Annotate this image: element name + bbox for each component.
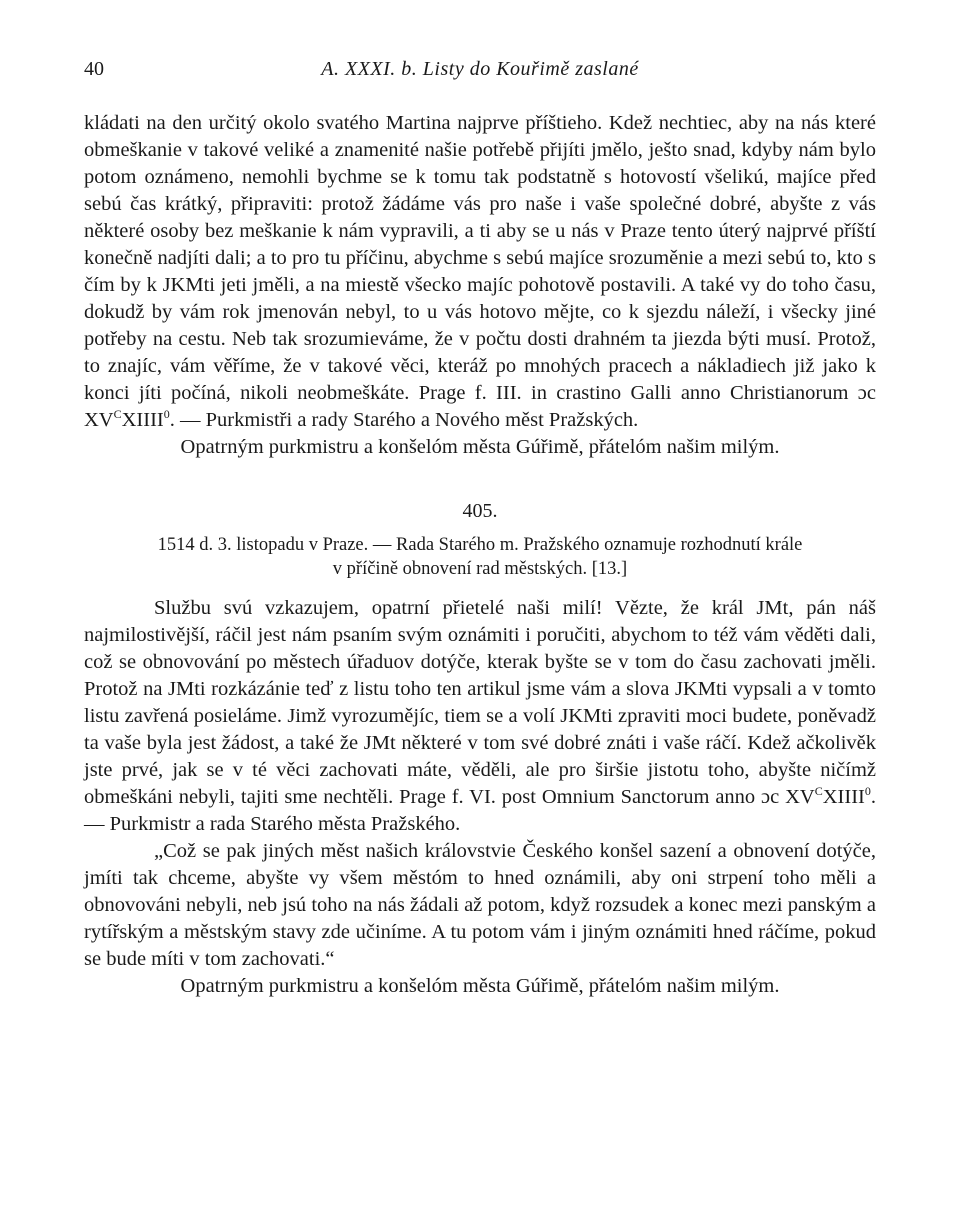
running-title: A. XXXI. b. Listy do Kouřimě zaslané — [321, 58, 639, 80]
running-head — [84, 58, 876, 88]
regest-line: 1514 d. 3. listopadu v Praze. — Rada Starého m. Pražského oznamuje rozhodnutí krále — [157, 535, 803, 555]
date-superscript: C — [814, 784, 823, 799]
quotation-paragraph: „Což se pak jiných měst našich královstvie Českého konšel sazení a obnovení dotýče, jmíti tak chceme, abyšte vy všem městóm to hned oznámili, aby oni strpení toho měli a obnovováni nebyli, neb jsú toho na nás žádali až potom, když rozsudek a konec mezi panským a rytířským a městským stavy zde učiníme. A tu potom vám i jiným oznámiti hned ráčíme, pokud se bude míti v tom zachovati.“ — [84, 840, 876, 970]
letter-paragraph — [84, 595, 876, 838]
letter — [84, 595, 876, 1000]
date-roman: XIIII — [822, 786, 865, 808]
document-number: 405. — [462, 500, 498, 522]
address-line: Opatrným purkmistru a konšelóm města Gúřimě, přátelóm našim milým. — [180, 975, 780, 997]
date-superscript: 0 — [864, 784, 871, 799]
date-superscript: 0 — [163, 407, 170, 422]
continued-letter-text — [84, 110, 876, 434]
letter-body: Službu svú vzkazujem, opatrní přietelé naši milí! Vězte, že král JMt, pán náš najmilostivější, ráčil jest nám psaním svým oznámiti i poručiti, abychom to též vám věděti dali, což se obnovování po městech úřaduov dotýče, kterak byšte se v tom do času zachovati jměli. Protož na JMti rozkázánie teď z listu toho ten artikul jsme vám a slova JKMti vypsali a v tomto listu zavřená posieláme. Jimž vyrozumějíc, tiem se a volí JKMti zpraviti moci budete, poněvadž ta vaše byla jest žádost, a také že JMt některé v tom své dobré znáti i vaše ráčí. Kdež ačkolivěk jste prvé, jak se v té věci zachovati máte, věděli, ale pro širšie jistotu toho, abyšte ničímž obmeškáni nebyli, tajiti sme nechtěli. Prage f. VI. post Omnium Sanctorum anno ɔc XV — [84, 597, 876, 808]
date-roman: XIIII — [121, 409, 164, 431]
address-line: Opatrným purkmistru a konšelóm města Gúřimě, přátelóm našim milým. — [180, 436, 780, 458]
page-number: 40 — [84, 58, 104, 80]
letter-closing: . — Purkmistři a rady Starého a Nového měst Pražských. — [169, 409, 639, 431]
book-page — [84, 58, 876, 1000]
letter-closing: . — Purkmistr a rada Starého města Pražského. — [84, 786, 876, 835]
letter-body: kládati na den určitý okolo svatého Martina najprve příštieho. Kdež nechtiec, aby na nás které obmeškanie v takové veliké a znamenité našie potřebě přijíti jmělo, ješto snad, kdyby nám bylo potom oznámeno, nemohli bychme se k tomu tak podstatně s hotovostí všelikú, majíce před sebú čas krátký, připraviti: protož žádáme vás pro naše i vaše společné dobré, abyšte z vás některé osoby bez meškanie k nám vypravili, a ti aby se u nás v Praze tento úterý najprvé příští konečně nadjíti dali; a to pro tu příčinu, abychme s sebú majíce srozuměnie a mezi sebú to, kto s čím by k JKMti jeti jměli, a na miestě všecko majíc pohotově postavili. A také vy do toho času, dokudž by vám rok jmenován nebyl, to u vás hotovo mějte, co k sjezdu náleží, i všecky jiné potřeby na cestu. Neb tak srozumieváme, že v počtu dosti drahném ta jiezda býti musí. Protož, to znajíc, vám věříme, že v takové věci, kteráž po mnohých pracech a nákladiech již jako k konci jíti počíná, nikoli neobmeškáte. Prage f. III. in crastino Galli anno Christianorum ɔc XV — [84, 112, 876, 431]
regest-line: v příčině obnovení rad městských. [13.] — [332, 559, 628, 579]
date-superscript: C — [113, 407, 122, 422]
continued-letter — [84, 110, 876, 461]
regest — [84, 533, 876, 581]
